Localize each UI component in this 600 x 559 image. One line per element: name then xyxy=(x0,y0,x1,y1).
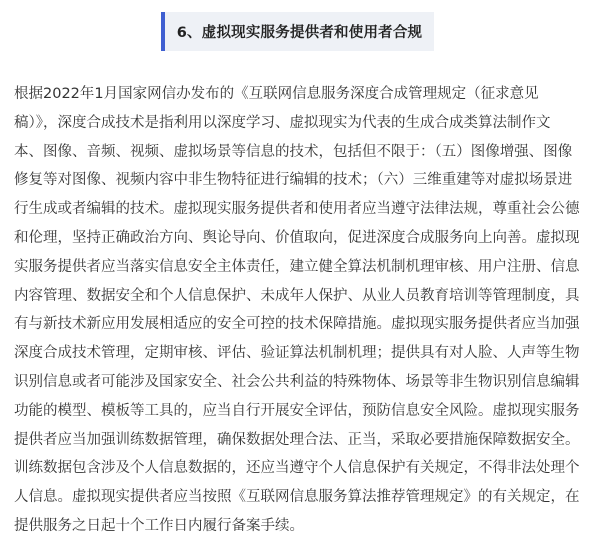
paragraph-line: 深度合成技术管理，定期审核、评估、验证算法机制机理；提供具有对人脸、人声等生物 xyxy=(14,345,580,362)
paragraph-line: 修复等对图像、视频内容中非生物特征进行编辑的技术；（六）三维重建等对虚拟场景进 xyxy=(14,172,573,189)
paragraph-line: 实服务提供者应当落实信息安全主体责任，建立健全算法机制机理审核、用户注册、信息 xyxy=(14,258,580,275)
paragraph-line: 行生成或者编辑的技术。虚拟现实服务提供者和使用者应当遵守法律法规，尊重社会公德 xyxy=(14,201,580,218)
paragraph-line: 稿）》，深度合成技术是指利用以深度学习、虚拟现实为代表的生成合成类算法制作文 xyxy=(14,114,551,131)
paragraph-line: 识别信息或者可能涉及国家安全、社会公共利益的特殊物体、场景等非生物识别信息编辑 xyxy=(14,373,580,390)
paragraph-line: 根据2022年1月国家网信办发布的《互联网信息服务深度合成管理规定（征求意见 xyxy=(14,86,539,102)
paragraph-line: 人信息。虚拟现实提供者应当按照《互联网信息服务算法推荐管理规定》的有关规定，在 xyxy=(14,489,580,506)
paragraph-line: 有与新技术新应用发展相适应的安全可控的技术保障措施。虚拟现实服务提供者应当加强 xyxy=(14,316,580,333)
paragraph-line: 提供者应当加强训练数据管理，确保数据处理合法、正当，采取必要措施保障数据安全。 xyxy=(14,431,580,448)
paragraph-line: 提供服务之日起十个工作日内履行备案手续。 xyxy=(14,517,304,534)
body-paragraph xyxy=(14,80,589,541)
section-heading: 6、虚拟现实服务提供者和使用者合规 xyxy=(176,25,423,41)
section-heading-box xyxy=(161,12,434,51)
paragraph-line: 训练数据包含涉及个人信息数据的，还应当遵守个人信息保护有关规定，不得非法处理个 xyxy=(14,460,580,477)
paragraph-line: 内容管理、数据安全和个人信息保护、未成年人保护、从业人员教育培训等管理制度，具 xyxy=(14,287,580,304)
paragraph-line: 和伦理，坚持正确政治方向、舆论导向、价值取向，促进深度合成服务向上向善。虚拟现 xyxy=(14,229,580,246)
paragraph-line: 本、图像、音频、视频、虚拟场景等信息的技术，包括但不限于：（五）图像增强、图像 xyxy=(14,143,573,160)
paragraph-line: 功能的模型、模板等工具的，应当自行开展安全评估，预防信息安全风险。虚拟现实服务 xyxy=(14,402,580,419)
